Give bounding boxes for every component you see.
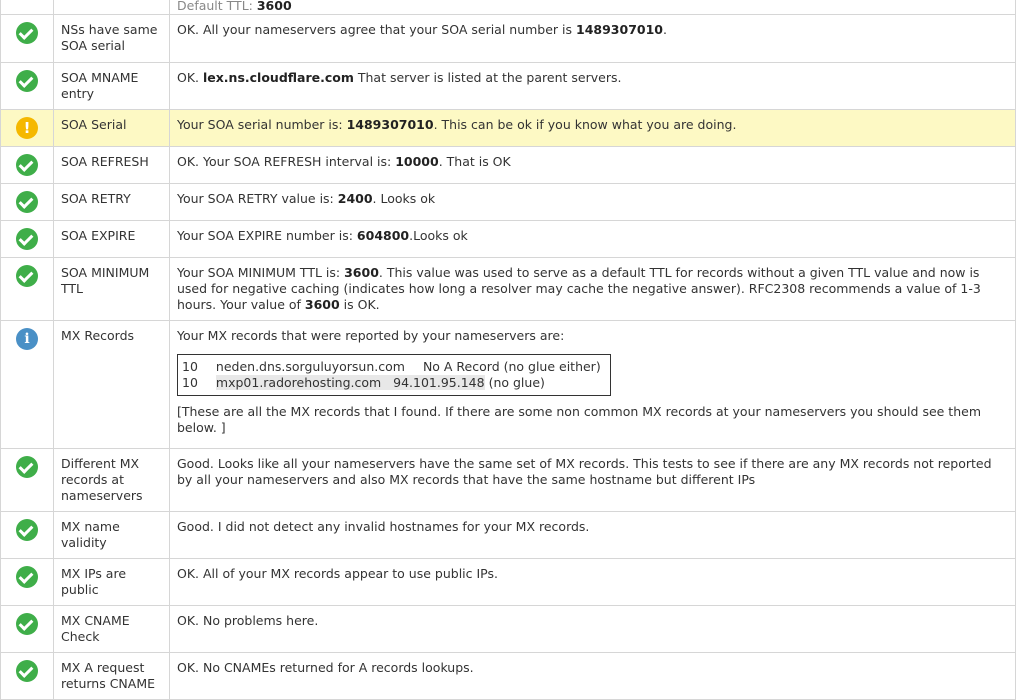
- result-cell: Your SOA MINIMUM TTL is: 3600. This value was used to serve as a default TTL for records without a given TTL value and now is used for negative caching (indicates how long a resolver may cache the negative answer). RFC2308 recommends a value of 1-3 hours. Your value of 3600 is OK.: [170, 258, 1016, 321]
- result-text: Default TTL:: [177, 0, 253, 13]
- test-name: MX name validity: [54, 512, 170, 559]
- mx-note: [These are all the MX records that I found. If there are some non common MX records at your nameservers you should see them below. ]: [177, 404, 981, 435]
- result-cell: OK. No CNAMEs returned for A records lookups.: [170, 653, 1016, 700]
- result-cell: OK. All your nameservers agree that your SOA serial number is 1489307010.: [170, 15, 1016, 63]
- warning-icon: !: [16, 117, 38, 139]
- result-cell: Your SOA RETRY value is: 2400. Looks ok: [170, 184, 1016, 221]
- result-cell: OK. No problems here.: [170, 606, 1016, 653]
- mx-record: 10 mxp01.radorehosting.com 94.101.95.148 (no glue): [182, 375, 545, 390]
- table-row: [1, 449, 1016, 512]
- test-name: SOA REFRESH: [54, 147, 170, 184]
- table-row-warning: [1, 110, 1016, 147]
- test-name: SOA MNAME entry: [54, 63, 170, 110]
- info-icon: i: [16, 328, 38, 350]
- check-icon: [16, 613, 38, 635]
- check-icon: [16, 22, 38, 44]
- result-cell: OK. lex.ns.cloudflare.com That server is listed at the parent servers.: [170, 63, 1016, 110]
- check-icon: [16, 191, 38, 213]
- mx-record: 10 neden.dns.sorguluyorsun.com No A Record (no glue either): [182, 359, 601, 374]
- test-name: SOA MINIMUM TTL: [54, 258, 170, 321]
- table-row: [1, 258, 1016, 321]
- table-row: [1, 184, 1016, 221]
- result-value: 3600: [256, 0, 292, 13]
- table-row: [1, 15, 1016, 63]
- check-icon: [16, 154, 38, 176]
- table-row-mx-records: [1, 321, 1016, 449]
- mx-ip: 94.101.95.148: [393, 375, 485, 390]
- table-row: [1, 147, 1016, 184]
- status-cell: [1, 0, 54, 15]
- check-icon: [16, 228, 38, 250]
- check-icon: [16, 519, 38, 541]
- test-name: NSs have same SOA serial: [54, 15, 170, 63]
- table-row: [1, 512, 1016, 559]
- test-name: MX Records: [54, 321, 170, 449]
- result-cell: OK. All of your MX records appear to use public IPs.: [170, 559, 1016, 606]
- test-name: SOA RETRY: [54, 184, 170, 221]
- result-cell: Your SOA serial number is: 1489307010. This can be ok if you know what you are doing.: [170, 110, 1016, 147]
- test-name-cell: [54, 0, 170, 15]
- test-name: SOA Serial: [54, 110, 170, 147]
- mx-records-box: [177, 354, 611, 396]
- result-cell: Good. Looks like all your nameservers have the same set of MX records. This tests to see if there are any MX records not reported by all your nameservers and also MX records that have the same hostname but different IPs: [170, 449, 1016, 512]
- check-icon: [16, 70, 38, 92]
- check-icon: [16, 265, 38, 287]
- result-cell: [170, 321, 1016, 449]
- result-cell: OK. Your SOA REFRESH interval is: 10000. That is OK: [170, 147, 1016, 184]
- test-name: MX A request returns CNAME: [54, 653, 170, 700]
- table-row: [1, 0, 1016, 15]
- test-name: Different MX records at nameservers: [54, 449, 170, 512]
- check-icon: [16, 566, 38, 588]
- table-row: [1, 606, 1016, 653]
- mx-intro: Your MX records that were reported by your nameservers are:: [177, 328, 565, 343]
- check-icon: [16, 456, 38, 478]
- table-row: [1, 63, 1016, 110]
- test-name: SOA EXPIRE: [54, 221, 170, 258]
- test-name: MX CNAME Check: [54, 606, 170, 653]
- table-row: [1, 653, 1016, 700]
- result-cell: Your SOA EXPIRE number is: 604800.Looks ok: [170, 221, 1016, 258]
- mx-host: neden.dns.sorguluyorsun.com: [215, 359, 405, 374]
- table-row: [1, 221, 1016, 258]
- mx-host: mxp01.radorehosting.com: [215, 375, 382, 390]
- result-cell: Good. I did not detect any invalid hostnames for your MX records.: [170, 512, 1016, 559]
- test-name: MX IPs are public: [54, 559, 170, 606]
- check-icon: [16, 660, 38, 682]
- result-cell: [170, 0, 1016, 15]
- table-row: [1, 559, 1016, 606]
